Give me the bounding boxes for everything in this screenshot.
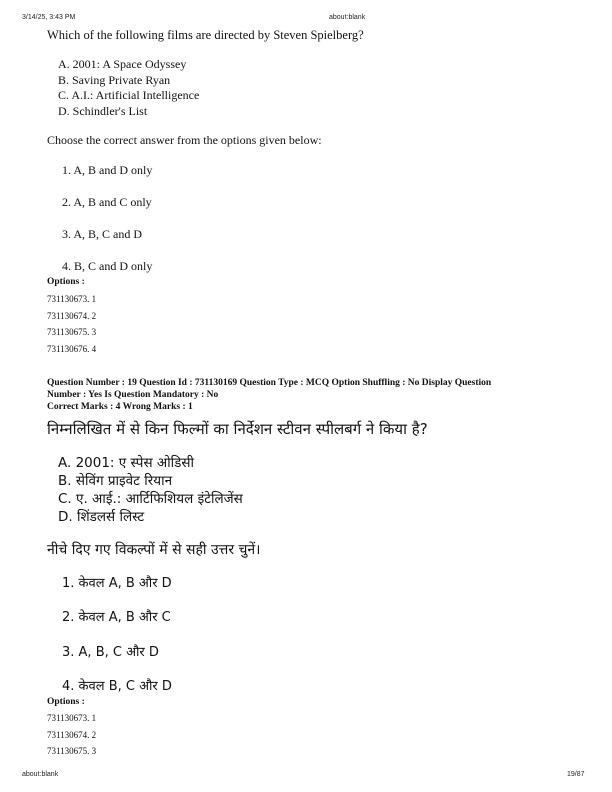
- meta-line-2: Number : Yes Is Question Mandatory : No: [47, 390, 219, 400]
- meta-line-3: Correct Marks : 4 Wrong Marks : 1: [47, 402, 193, 412]
- instruction-en: Choose the correct answer from the options given below:: [47, 133, 322, 147]
- statement-a-hi: A. 2001: ए स्पेस ओडिसी: [58, 455, 195, 471]
- statement-d-hi: D. शिंडलर्स लिस्ट: [58, 509, 145, 525]
- statement-b-en: B. Saving Private Ryan: [58, 72, 171, 87]
- options-label-hi: Options :: [47, 697, 85, 707]
- meta-line-1: Question Number : 19 Question Id : 731130169 Question Type : MCQ Option Shuffling : No Display Question: [47, 378, 492, 388]
- choice-4-hi: 4. केवल B, C और D: [62, 679, 172, 694]
- question-text-hi: निम्नलिखित में से किन फिल्मों का निर्देशन स्टीवन स्पीलबर्ग ने किया है?: [47, 420, 428, 438]
- page-count: 19/87: [567, 771, 585, 778]
- print-timestamp: 3/14/25, 3:43 PM: [22, 14, 76, 21]
- statement-c-hi: C. ए. आई.: आर्टिफिशियल इंटेलिजेंस: [58, 491, 243, 507]
- choice-3-hi: 3. A, B, C और D: [62, 645, 159, 660]
- statement-d-en: D. Schindler's List: [58, 103, 148, 118]
- choice-1-en: 1. A, B and D only: [62, 163, 153, 177]
- option-id-3-en: 731130675. 3: [47, 327, 97, 337]
- print-url-top: about:blank: [329, 14, 366, 21]
- option-id-2-hi: 731130674. 2: [47, 730, 97, 740]
- question-text-en: Which of the following films are directed by Steven Spielberg?: [47, 28, 364, 42]
- option-id-1-en: 731130673. 1: [47, 294, 97, 304]
- choice-3-en: 3. A, B, C and D: [62, 227, 143, 241]
- statement-b-hi: B. सेविंग प्राइवेट रियान: [58, 473, 173, 489]
- option-id-1-hi: 731130673. 1: [47, 713, 97, 723]
- options-label-en: Options :: [47, 277, 85, 287]
- statement-a-en: A. 2001: A Space Odyssey: [58, 57, 187, 71]
- option-id-2-en: 731130674. 2: [47, 311, 97, 321]
- option-id-4-en: 731130676. 4: [47, 344, 97, 354]
- statement-c-en: C. A.I.: Artificial Intelligence: [58, 88, 200, 102]
- question-meta: [47, 377, 577, 413]
- choice-1-hi: 1. केवल A, B और D: [62, 576, 172, 591]
- instruction-hi: नीचे दिए गए विकल्पों में से सही उत्तर चुनें।: [47, 542, 261, 558]
- choice-2-hi: 2. केवल A, B और C: [62, 610, 171, 625]
- option-id-3-hi: 731130675. 3: [47, 746, 97, 756]
- choice-2-en: 2. A, B and C only: [62, 195, 152, 209]
- print-url-bottom: about:blank: [22, 771, 59, 778]
- choice-4-en: 4. B, C and D only: [62, 259, 153, 273]
